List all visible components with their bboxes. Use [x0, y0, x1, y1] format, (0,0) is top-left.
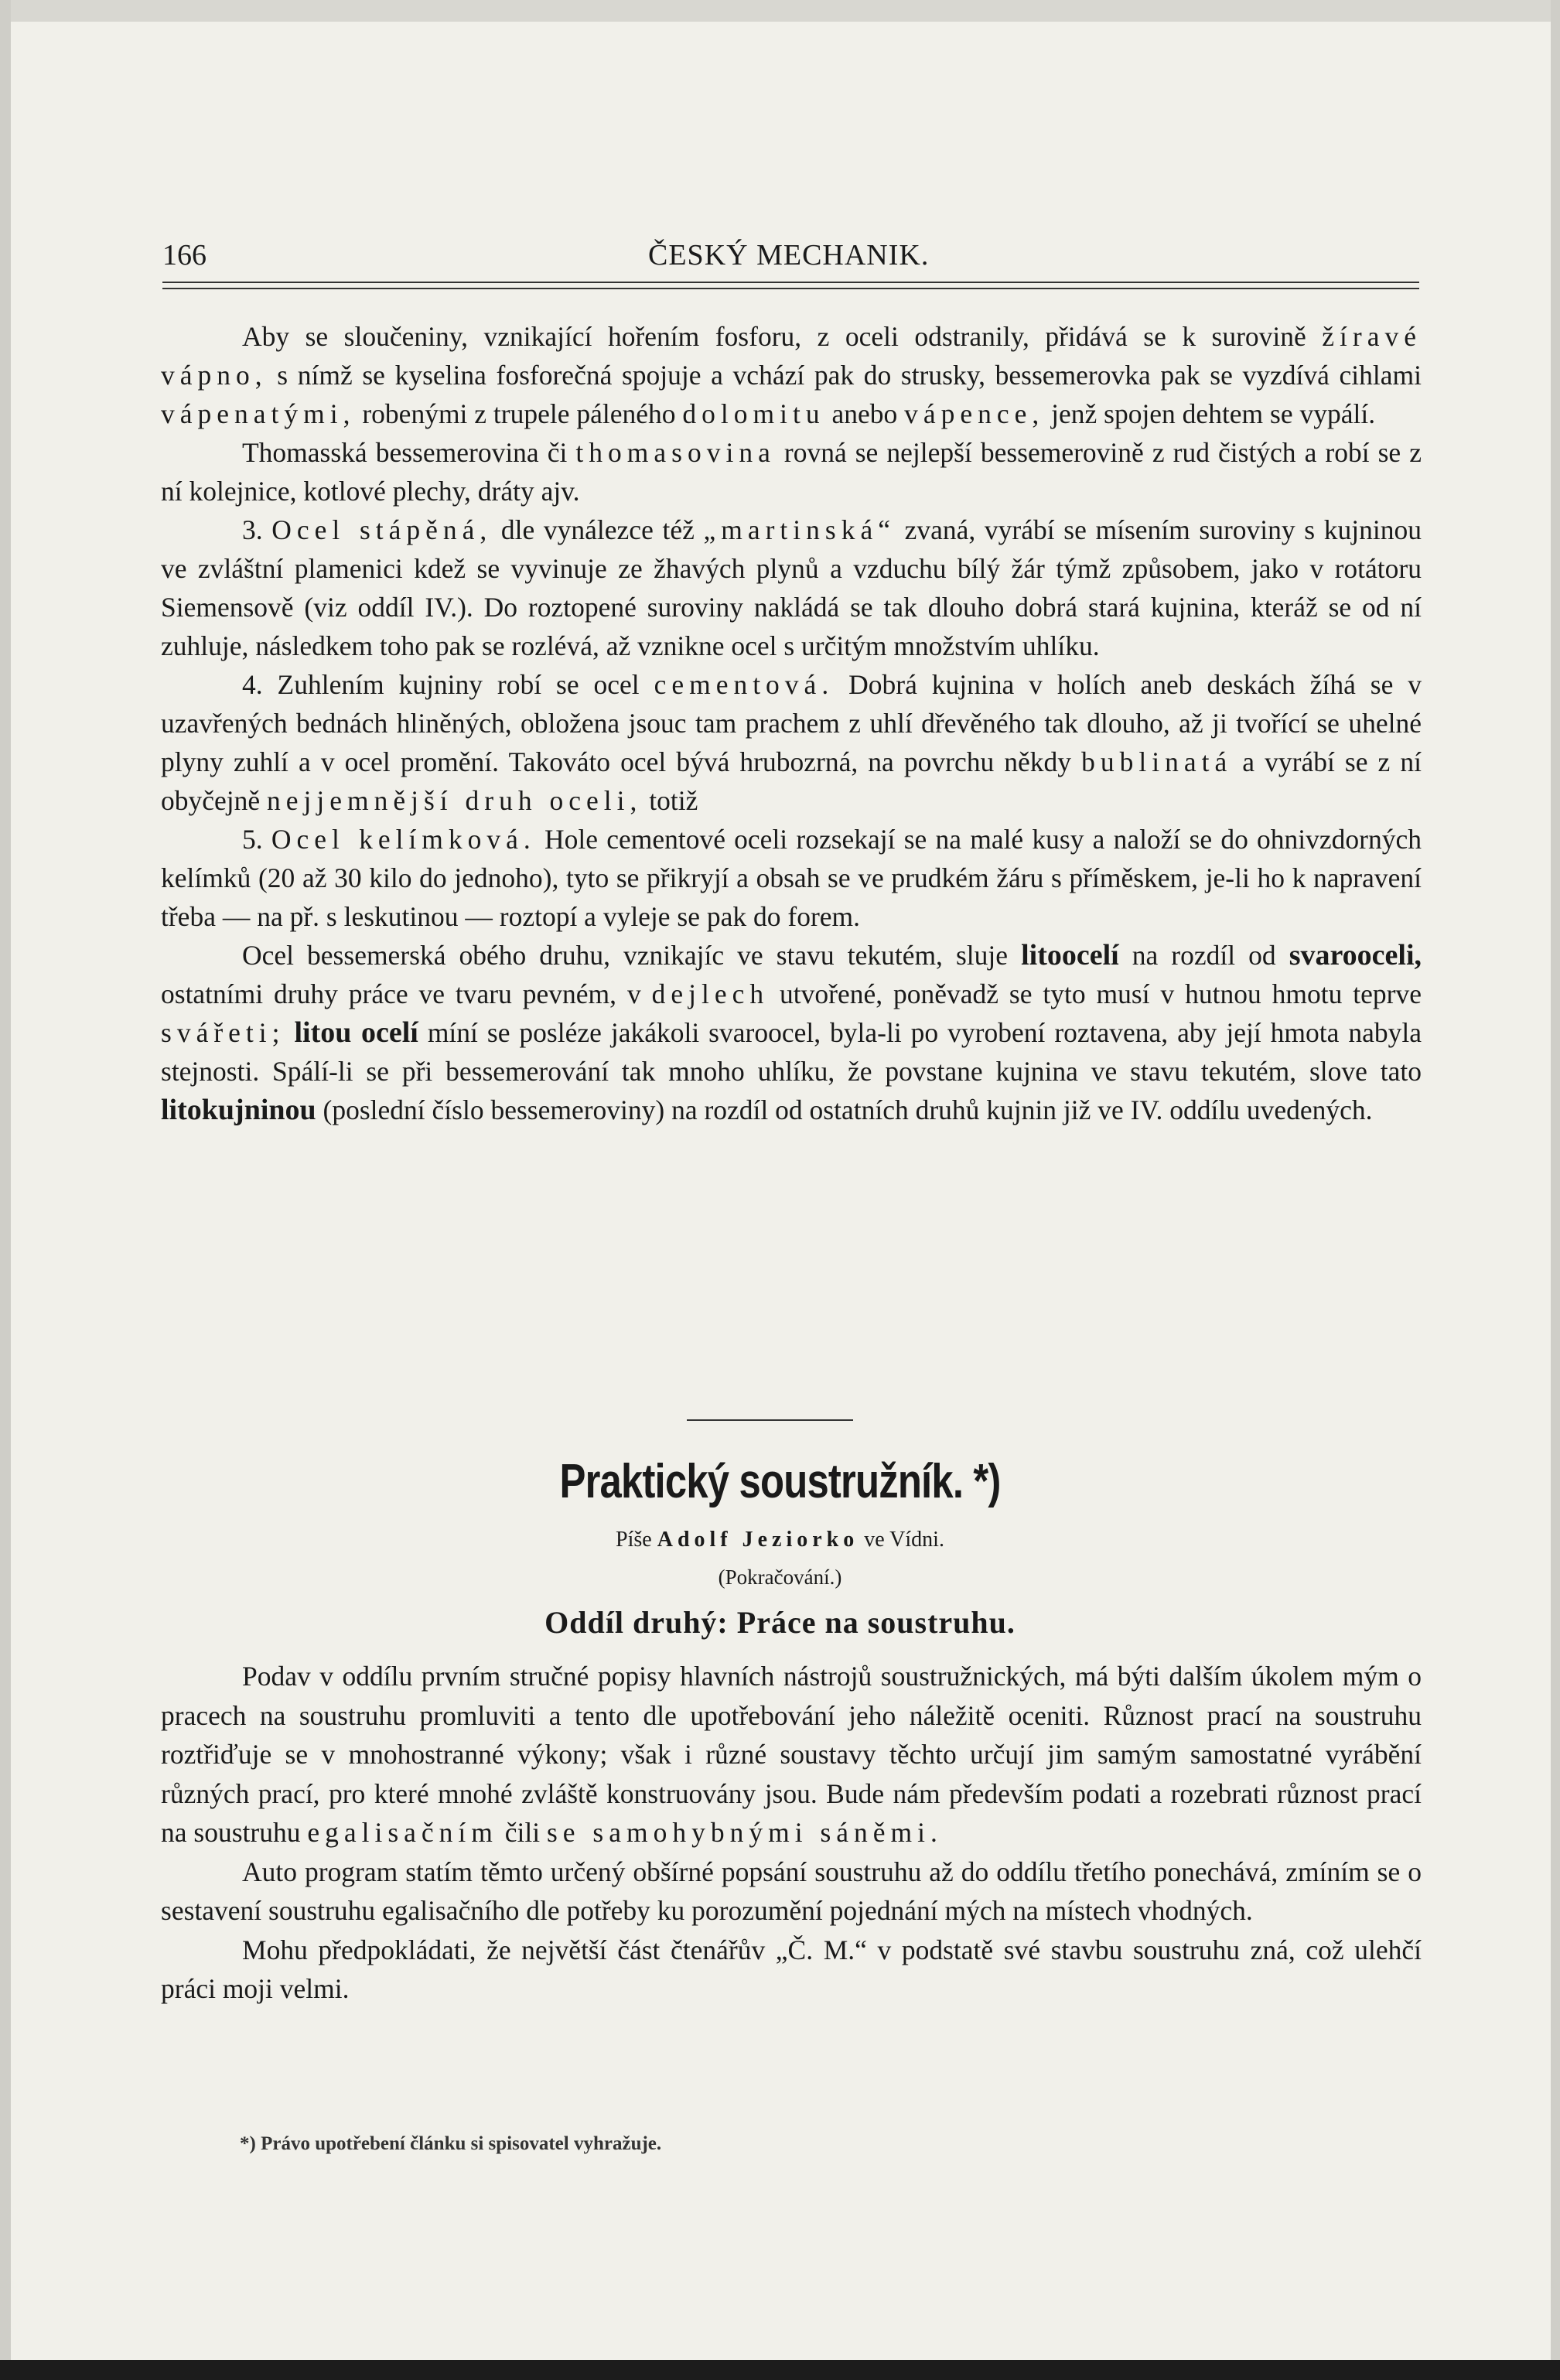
spaced-term: Ocel stápěná, — [271, 514, 493, 545]
footnote: *) Právo upotřebení článku si spisovatel vyhražuje. — [240, 2133, 662, 2154]
paragraph: 3. Ocel stápěná, dle vynálezce též „martinská“ zvaná, vyrábí se mísením suroviny s kujninou ve zvláštní plamenici kdež se vyvinuje ze žhavých plynů a vzduchu bílý žár týmž způsobem, jako v rotátoru Siemensově (viz oddíl IV.). Do roztopené suroviny nakládá se tak dlouho dobrá stará kujnina, kteráž se od ní zuhluje, následkem toho pak se rozlévá, až vznikne ocel s určitým množstvím uhlíku. — [161, 514, 1422, 661]
bold-term: litokujninou — [161, 1094, 316, 1126]
article-title: Praktický soustružník. *) — [559, 1455, 1001, 1508]
spaced-term: žíravé vápno, — [161, 321, 1422, 391]
paragraph: Aby se sloučeniny, vznikající hořením fosforu, z oceli odstranily, přidává se k surovině žíravé vápno, s nímž se kyselina fosforečná spojuje a vchází pak do strusky, bessemerovka pak se vyzdívá cihlami vápenatými, robenými z trupele páleného dolomitu anebo vápence, jenž spojen dehtem se vypálí. — [161, 321, 1422, 429]
spaced-term: vápenatými, — [161, 398, 356, 429]
spaced-term: Ocel kelímková. — [271, 824, 536, 855]
spaced-term: „martinská“ — [703, 514, 896, 545]
running-title: ČESKÝ MECHANIK. — [648, 239, 930, 271]
bold-term: svarooceli, — [1289, 939, 1422, 971]
spaced-term: egalisačním — [307, 1817, 498, 1848]
scan-border-bottom — [0, 2360, 1560, 2380]
section-steel-text — [161, 317, 1422, 1129]
byline: Píše Adolf Jeziorko ve Vídni. — [616, 1528, 944, 1552]
spaced-term: se samohybnými sáněmi. — [546, 1817, 943, 1848]
bold-term: litou ocelí — [294, 1016, 418, 1049]
page-number: 166 — [162, 239, 207, 271]
continuation-note: (Pokračování.) — [718, 1566, 842, 1589]
paragraph: Auto program statím těmto určený obšírné popsání soustruhu až do oddílu třetího ponechává, zmíním se o sestavení soustruhu egalisačního dle potřeby ku porozumění pojednání mých na místech vhodných. — [161, 1856, 1422, 1926]
scan-border-right — [1551, 0, 1560, 2380]
scan-border-left — [0, 0, 11, 2380]
spaced-term: dolomitu — [682, 398, 825, 429]
paragraph: 4. Zuhlením kujniny robí se ocel cementová. Dobrá kujnina v holích aneb deskách žíhá se v uzavřených bednách hliněných, obložena jsouc tam prachem z uhlí dřevěného tak dlouho, až ji tvořící se uhelné plyny zuhlí a v ocel promění. Takováto ocel bývá hrubozrná, na povrchu někdy bublinatá a vyrábí se z ní obyčejně nejjemnější druh oceli, totiž — [161, 669, 1422, 816]
author-name: Adolf Jeziorko — [657, 1528, 859, 1552]
spaced-term: bublinatá — [1081, 746, 1233, 777]
section-heading: Oddíl druhý: Práce na soustruhu. — [544, 1605, 1016, 1640]
paragraph: Podav v oddílu prvním stručné popisy hlavních nástrojů soustružnických, má býti dalším úkolem mým o pracech na soustruhu promluviti a tento dle upotřebování jeho náležitě oceniti. Různost prací na soustruhu roztřiďuje se v mnohostranné výkony; však i různé soustavy těchto určují jim samým samostatné vyrábění různých prací, pro které mnohé zvláště konstruovány jsou. Bude nám především podati a rozebrati různost prací na soustruhu egalisačním čili se samohybnými sáněmi. — [161, 1661, 1422, 1848]
spaced-term: dejlech — [651, 978, 770, 1009]
spaced-term: svářeti; — [161, 1017, 285, 1048]
spaced-term: vápence, — [904, 398, 1045, 429]
paragraph: 5. Ocel kelímková. Hole cementové oceli rozsekají se na malé kusy a naloží se do ohnivzdorných kelímků (20 až 30 kilo do jednoho), tyto se přikryjí a obsah se ve prudkém žáru s příměskem, je-li ho k napravení třeba — na př. s leskutinou — roztopí a vyleje se pak do forem. — [161, 824, 1422, 932]
bold-term: litoocelí — [1021, 939, 1119, 971]
paragraph: Mohu předpokládati, že největší část čtenářův „Č. M.“ v podstatě své stavbu soustruhu zná, což ulehčí práci moji velmi. — [161, 1934, 1422, 2004]
spaced-term: thomasovina — [575, 437, 776, 468]
paragraph: Thomasská bessemerovina či thomasovina rovná se nejlepší bessemerovině z rud čistých a robí se z ní kolejnice, kotlové plechy, dráty ajv. — [161, 437, 1422, 507]
header-rule — [162, 282, 1419, 289]
paragraph: Ocel bessemerská obého druhu, vznikajíc ve stavu tekutém, sluje litoocelí na rozdíl od svarooceli, ostatními druhy práce ve tvaru pevném, v dejlech utvořené, poněvadž se tyto musí v hutnou hmotu teprve svářeti; litou ocelí míní se posléze jakákoli svaroocel, byla-li po vyrobení roztavena, aby její hmota nabyla stejnosti. Spálí-li se při bessemerování tak mnoho uhlíku, že povstane kujnina ve stavu tekutém, slove tato litokujninou (poslední číslo bessemeroviny) na rozdíl od ostatních druhů kujnin již ve IV. oddílu uvedených. — [161, 939, 1422, 1126]
spaced-term: nejjemnější druh oceli, — [267, 785, 643, 816]
scan-border-top — [0, 0, 1560, 22]
spaced-term: cementová. — [654, 669, 835, 700]
section-separator — [687, 1419, 853, 1421]
section-lathe-text — [161, 1657, 1422, 2009]
page-header — [162, 238, 1419, 278]
